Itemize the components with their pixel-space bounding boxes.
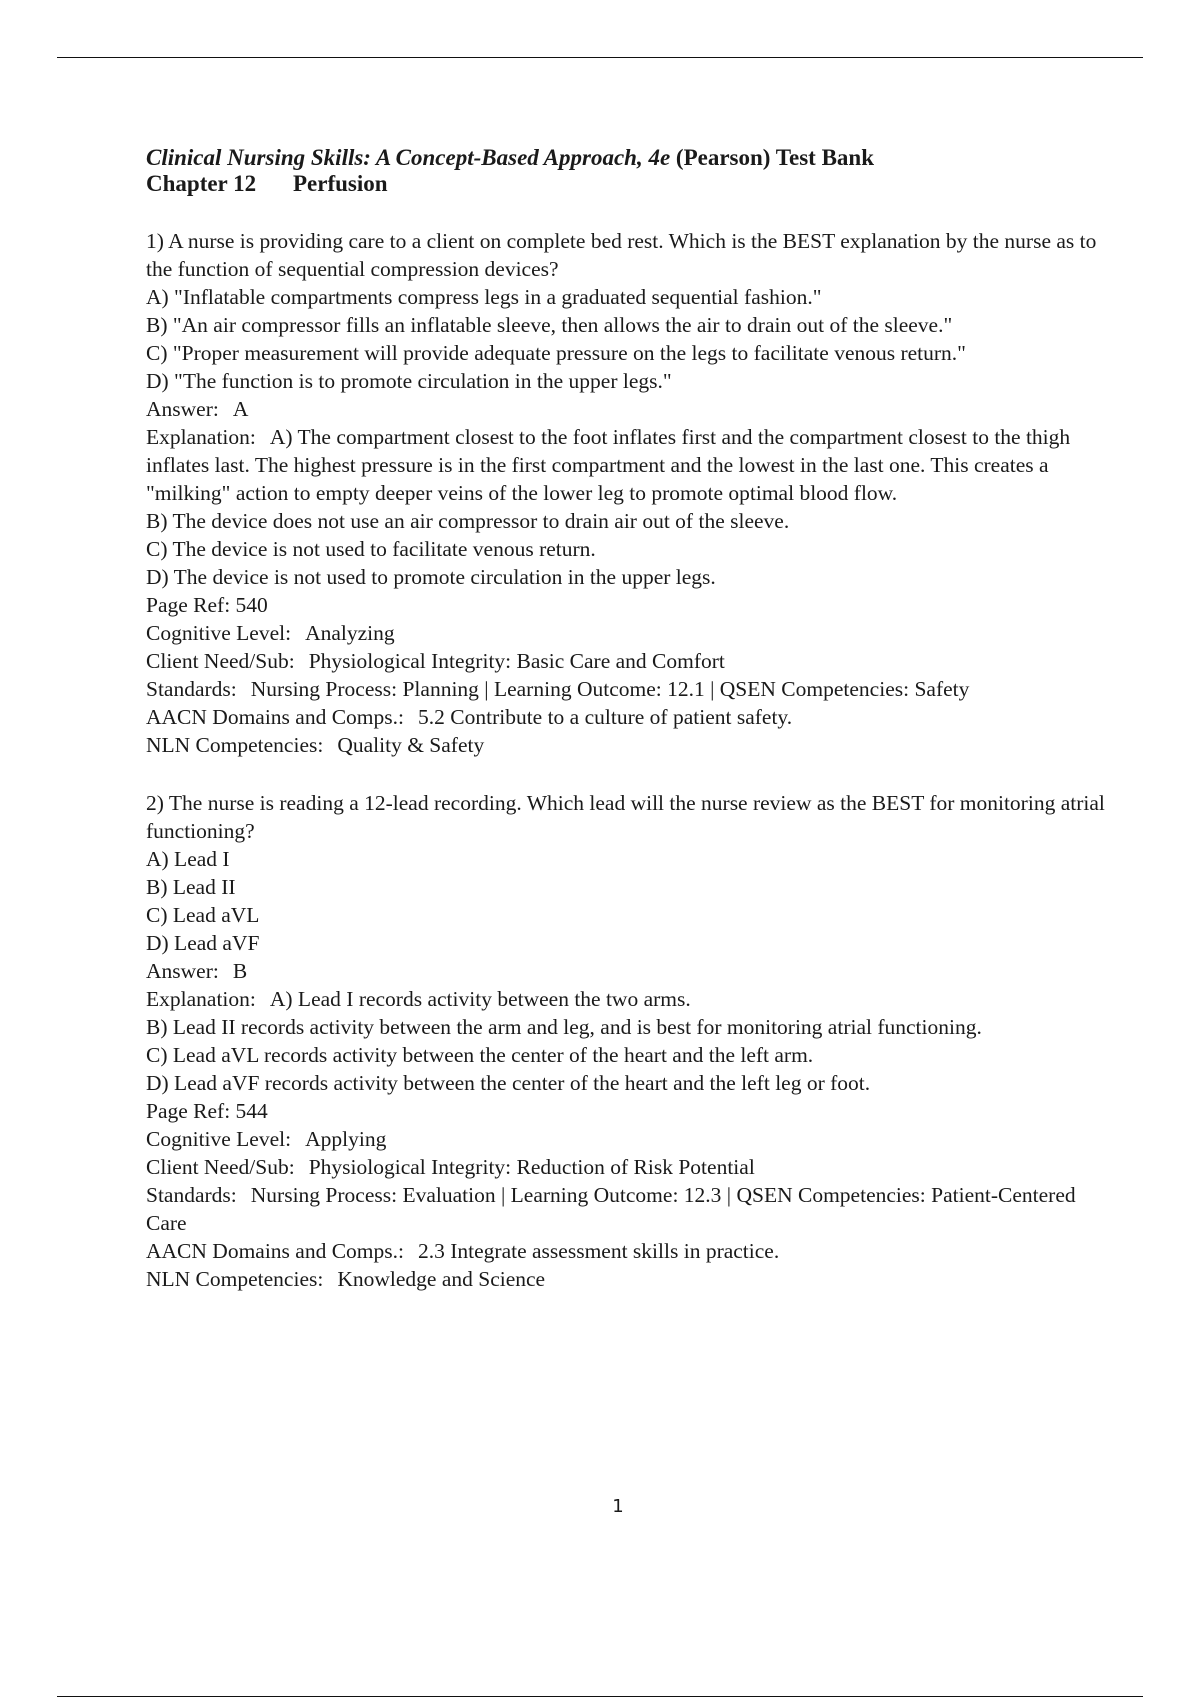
book-title: Clinical Nursing Skills: A Concept-Based Approach, 4e xyxy=(146,145,671,170)
cognitive-value: Applying xyxy=(305,1127,387,1151)
document-page xyxy=(146,145,1106,1293)
bottom-rule xyxy=(57,1696,1143,1697)
top-rule xyxy=(57,57,1143,58)
explanation-text: B) Lead II records activity between the arm and leg, and is best for monitoring atrial functioning. xyxy=(146,1015,982,1039)
aacn-domains xyxy=(146,1237,1106,1265)
explanation-text: C) Lead aVL records activity between the center of the heart and the left arm. xyxy=(146,1043,814,1067)
answer-line xyxy=(146,395,1106,423)
explanation-text: A) Lead I records activity between the two arms. xyxy=(269,987,691,1011)
explanation-text: C) The device is not used to facilitate venous return. xyxy=(146,537,596,561)
nln-value: Knowledge and Science xyxy=(337,1267,546,1291)
cognitive-value: Analyzing xyxy=(305,621,395,645)
nln-label: NLN Competencies: xyxy=(146,733,324,757)
aacn-domains xyxy=(146,703,1106,731)
client-need-label: Client Need/Sub: xyxy=(146,1155,295,1179)
standards xyxy=(146,1181,1106,1237)
page-ref: Page Ref: 540 xyxy=(146,593,268,617)
page-ref: Page Ref: 544 xyxy=(146,1099,268,1123)
aacn-label: AACN Domains and Comps.: xyxy=(146,705,404,729)
standards-value: Nursing Process: Evaluation | Learning Outcome: 12.3 | QSEN Competencies: Patient-Centered Care xyxy=(146,1183,1076,1235)
answer-label: Answer: xyxy=(146,959,219,983)
answer-value: A xyxy=(232,397,249,421)
question-stem: 1) A nurse is providing care to a client on complete bed rest. Which is the BEST explanation by the nurse as to the function of sequential compression devices? xyxy=(146,229,1097,281)
nln-value: Quality & Safety xyxy=(337,733,485,757)
standards-label: Standards: xyxy=(146,677,237,701)
answer-option: A) Lead I xyxy=(146,847,230,871)
explanation-label: Explanation: xyxy=(146,425,256,449)
standards-value: Nursing Process: Planning | Learning Outcome: 12.1 | QSEN Competencies: Safety xyxy=(250,677,970,701)
question-stem: 2) The nurse is reading a 12-lead recording. Which lead will the nurse review as the BEST for monitoring atrial functioning? xyxy=(146,791,1105,843)
aacn-value: 5.2 Contribute to a culture of patient safety. xyxy=(418,705,793,729)
answer-option: C) "Proper measurement will provide adequate pressure on the legs to facilitate venous return." xyxy=(146,341,966,365)
nln-label: NLN Competencies: xyxy=(146,1267,324,1291)
page-number: 1 xyxy=(612,1496,624,1517)
explanation-line xyxy=(146,985,1106,1013)
chapter-heading xyxy=(146,171,1106,197)
title-suffix: (Pearson) Test Bank xyxy=(670,145,875,170)
standards xyxy=(146,675,1106,703)
explanation-text: A) The compartment closest to the foot inflates first and the compartment closest to the thigh inflates last. The highest pressure is in the first compartment and the lowest in the last one. This creates a "milking" action to empty deeper veins of the lower leg to promote optimal blood flow. xyxy=(146,425,1071,505)
nln-competencies xyxy=(146,731,1106,759)
answer-option: C) Lead aVL xyxy=(146,903,260,927)
cognitive-label: Cognitive Level: xyxy=(146,621,292,645)
aacn-label: AACN Domains and Comps.: xyxy=(146,1239,404,1263)
answer-label: Answer: xyxy=(146,397,219,421)
question-1 xyxy=(146,227,1106,759)
standards-label: Standards: xyxy=(146,1183,237,1207)
aacn-value: 2.3 Integrate assessment skills in practice. xyxy=(418,1239,780,1263)
client-need-value: Physiological Integrity: Reduction of Risk Potential xyxy=(308,1155,755,1179)
explanation-text: D) Lead aVF records activity between the center of the heart and the left leg or foot. xyxy=(146,1071,871,1095)
answer-option: D) Lead aVF xyxy=(146,931,260,955)
cognitive-level xyxy=(146,619,1106,647)
client-need-label: Client Need/Sub: xyxy=(146,649,295,673)
answer-option: B) Lead II xyxy=(146,875,236,899)
client-need xyxy=(146,1153,1106,1181)
cognitive-label: Cognitive Level: xyxy=(146,1127,292,1151)
question-2 xyxy=(146,789,1106,1293)
answer-line xyxy=(146,957,1106,985)
client-need xyxy=(146,647,1106,675)
nln-competencies xyxy=(146,1265,1106,1293)
chapter-number: Chapter 12 xyxy=(146,171,257,196)
client-need-value: Physiological Integrity: Basic Care and Comfort xyxy=(308,649,725,673)
explanation-text: D) The device is not used to promote circulation in the upper legs. xyxy=(146,565,716,589)
explanation-line xyxy=(146,423,1106,507)
answer-option: D) "The function is to promote circulation in the upper legs." xyxy=(146,369,672,393)
answer-option: A) "Inflatable compartments compress legs in a graduated sequential fashion." xyxy=(146,285,822,309)
cognitive-level xyxy=(146,1125,1106,1153)
chapter-title: Perfusion xyxy=(293,171,388,196)
document-title xyxy=(146,145,1106,171)
explanation-label: Explanation: xyxy=(146,987,256,1011)
explanation-text: B) The device does not use an air compressor to drain air out of the sleeve. xyxy=(146,509,790,533)
answer-option: B) "An air compressor fills an inflatable sleeve, then allows the air to drain out of the sleeve." xyxy=(146,313,953,337)
answer-value: B xyxy=(232,959,248,983)
